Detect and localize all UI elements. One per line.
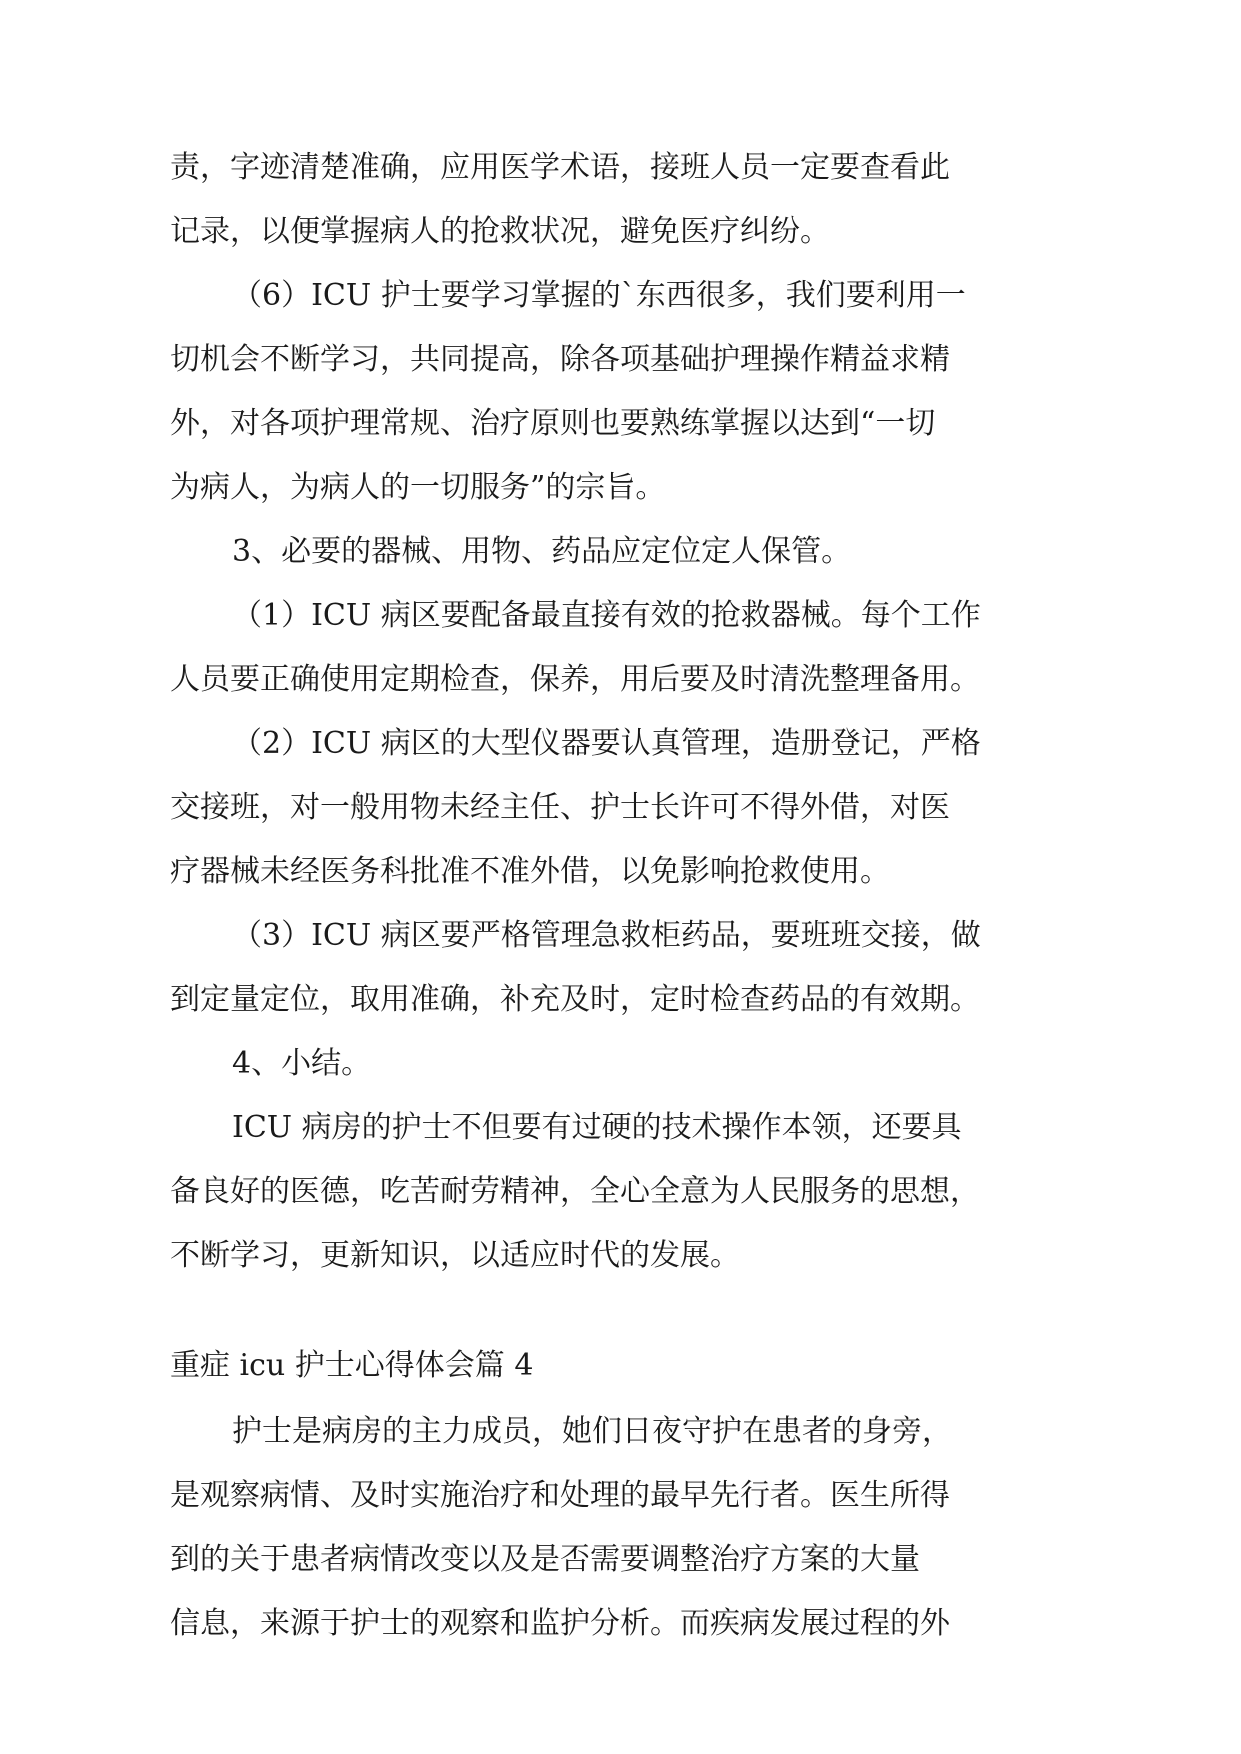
paragraph-line: 疗器械未经医务科批准不准外借，以免影响抢救使用。: [170, 854, 890, 889]
paragraph-line: 不断学习，更新知识，以适应时代的发展。: [170, 1238, 740, 1273]
paragraph-line: 3、必要的器械、用物、药品应定位定人保管。: [232, 534, 852, 569]
paragraph-line: 到的关于患者病情改变以及是否需要调整治疗方案的大量: [170, 1542, 920, 1577]
paragraph-line: 记录，以便掌握病人的抢救状况，避免医疗纠纷。: [170, 214, 830, 249]
paragraph-line: 人员要正确使用定期检查，保养，用后要及时清洗整理备用。: [170, 662, 980, 697]
paragraph-line: 责，字迹清楚准确，应用医学术语，接班人员一定要查看此: [170, 150, 950, 185]
paragraph-line: （3）ICU 病区要严格管理急救柜药品，要班班交接，做: [232, 918, 981, 953]
section-heading: 重症 icu 护士心得体会篇 4: [170, 1348, 534, 1383]
paragraph-line: （2）ICU 病区的大型仪器要认真管理，造册登记，严格: [232, 726, 981, 761]
paragraph-line: 信息，来源于护士的观察和监护分析。而疾病发展过程的外: [170, 1606, 950, 1641]
paragraph-line: 备良好的医德，吃苦耐劳精神，全心全意为人民服务的思想，: [170, 1174, 980, 1209]
paragraph-line: ICU 病房的护士不但要有过硬的技术操作本领，还要具: [232, 1110, 962, 1145]
paragraph-line: 到定量定位，取用准确，补充及时，定时检查药品的有效期。: [170, 982, 980, 1017]
paragraph-line: 外，对各项护理常规、治疗原则也要熟练掌握以达到“一切: [170, 406, 936, 441]
paragraph-line: （1）ICU 病区要配备最直接有效的抢救器械。每个工作: [232, 598, 981, 633]
paragraph-line: （6）ICU 护士要学习掌握的`东西很多，我们要利用一: [232, 278, 966, 313]
paragraph-line: 4、小结。: [232, 1046, 372, 1081]
paragraph-line: 交接班，对一般用物未经主任、护士长许可不得外借，对医: [170, 790, 950, 825]
paragraph-line: 为病人，为病人的一切服务”的宗旨。: [170, 470, 666, 505]
paragraph-line: 护士是病房的主力成员，她们日夜守护在患者的身旁，: [232, 1414, 952, 1449]
paragraph-line: 切机会不断学习，共同提高，除各项基础护理操作精益求精: [170, 342, 950, 377]
paragraph-line: 是观察病情、及时实施治疗和处理的最早先行者。医生所得: [170, 1478, 950, 1513]
